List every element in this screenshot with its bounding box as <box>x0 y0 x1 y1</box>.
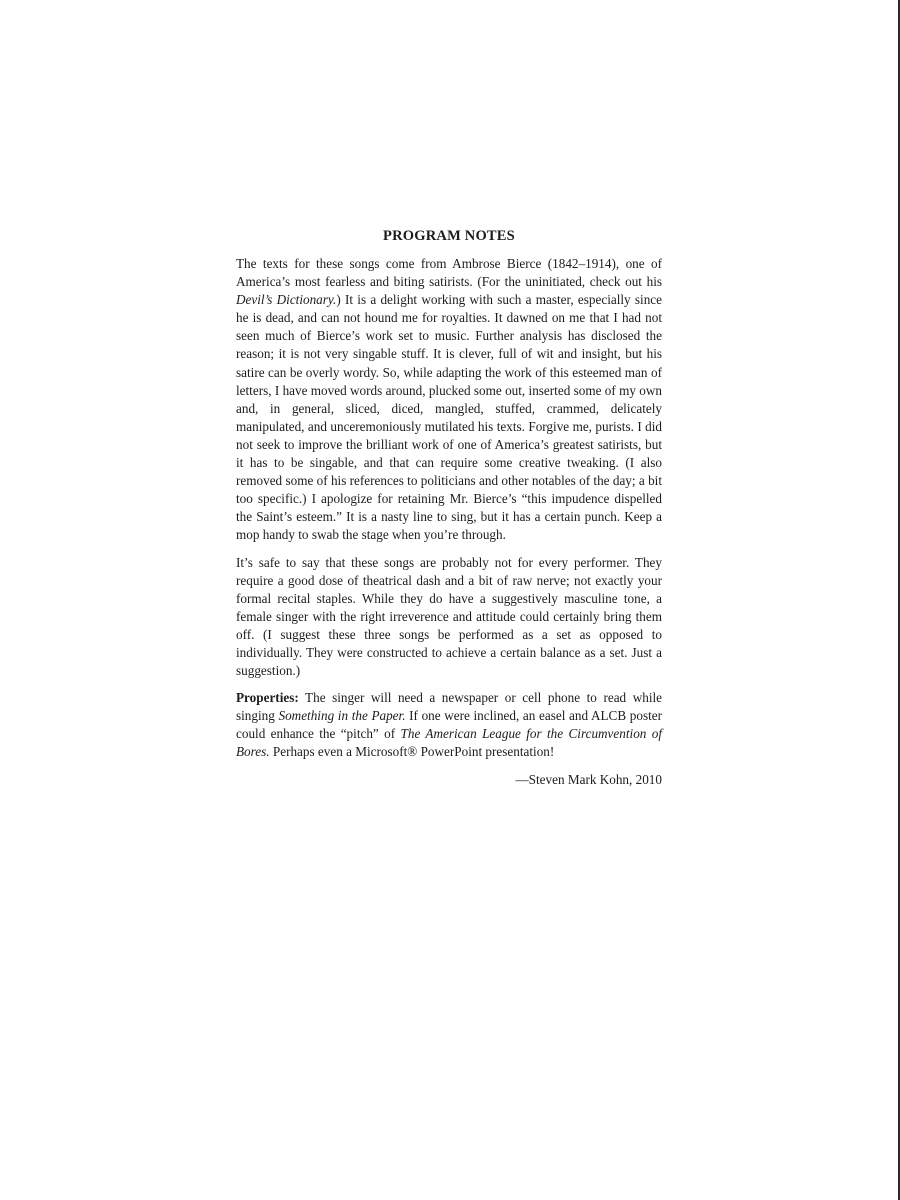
program-notes-section <box>236 228 662 789</box>
paragraph-properties <box>236 689 662 761</box>
paragraph-performer: It’s safe to say that these songs are probably not for every performer. They require a good dose of theatrical dash and a bit of raw nerve; not exactly your formal recital staples. While they do have a suggestively masculine tone, a female singer with the right irreverence and attitude could certainly bring them off. (I suggest these three songs be performed as a set as opposed to individually. They were constructed to achieve a certain balance as a set. Just a suggestion.) <box>236 554 662 679</box>
page-title: PROGRAM NOTES <box>383 228 515 244</box>
song-title-american-league: The American League for the Circumvention of Bores. <box>236 726 663 760</box>
paragraph-intro-text-1: The texts for these songs come from Ambrose Bierce (1842–1914), one of America’s most fearless and biting satirists. (For the uninitiated, check out his <box>236 256 662 290</box>
song-title-something-in-the-paper: Something in the Paper. <box>278 708 406 724</box>
book-title-devils-dictionary: Devil’s Dictionary. <box>236 292 337 308</box>
properties-label: Properties: <box>236 690 299 706</box>
properties-text-2: If one were inclined, an easel and ALCB poster could enhance the “pitch” of <box>236 708 662 742</box>
author-signature: —Steven Mark Kohn, 2010 <box>515 771 662 787</box>
paragraph-intro <box>236 255 662 545</box>
properties-text-3: Perhaps even a Microsoft® PowerPoint presentation! <box>269 744 555 760</box>
paragraph-intro-text-2: ) It is a delight working with such a master, especially since he is dead, and can not hound me for royalties. It dawned on me that I had not seen much of Bierce’s work set to music. Further analysis has disclosed the reason; it is not very singable stuff. It is clever, full of wit and insight, but his satire can be overly wordy. So, while adapting the work of this esteemed man of letters, I have moved words around, plucked some out, inserted some of my own and, in general, sliced, diced, mangled, stuffed, crammed, delicately manipulated, and unceremoniously mutilated his texts. Forgive me, purists. I did not seek to improve the brilliant work of one of America’s greatest satirists, but it has to be singable, and that can require some creative tweaking. (I also removed some of his references to politicians and other notables of the day; a bit too specific.) I apologize for retaining Mr. Bierce’s “this impudence dispelled the Saint’s esteem.” It is a nasty line to sing, but it has a certain punch. Keep a mop handy to swab the stage when you’re through. <box>236 292 662 543</box>
properties-text-1: The singer will need a newspaper or cell phone to read while singing <box>236 690 662 724</box>
